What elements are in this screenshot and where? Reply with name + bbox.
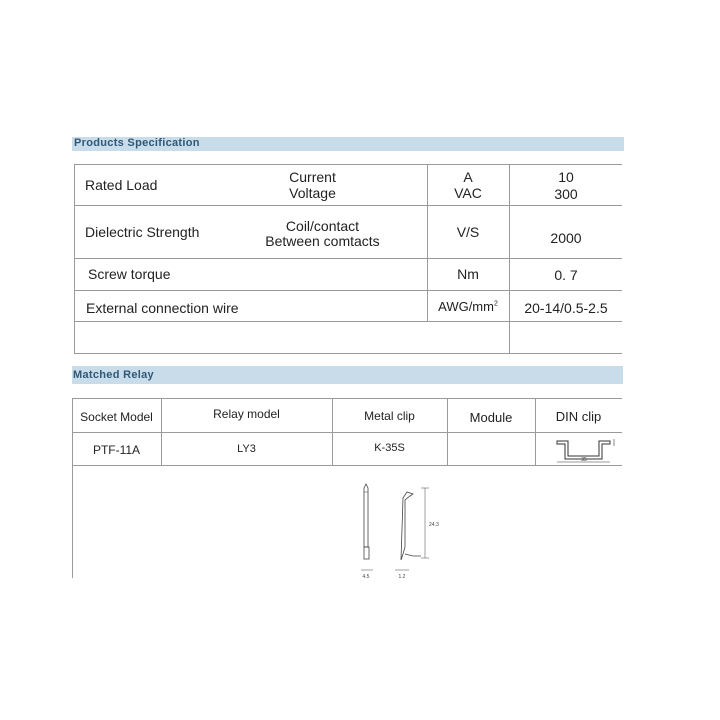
coil-contact-label: Coil/contact xyxy=(285,218,360,234)
screw-torque-label: Screw torque xyxy=(88,266,171,282)
matched-heading: Matched Relay xyxy=(73,369,154,381)
header-socket-model: Socket Model xyxy=(80,410,153,424)
header-relay-model: Relay model xyxy=(213,407,280,421)
current-label: Current xyxy=(289,169,336,185)
header-din-clip: DIN clip xyxy=(555,409,602,424)
dielectric-unit: V/S xyxy=(456,224,480,240)
din-rail-icon xyxy=(550,434,620,464)
rated-load-unit-current: A xyxy=(463,169,473,185)
rated-load-voltage-value: 300 xyxy=(554,186,578,202)
rated-load-label: Rated Load xyxy=(85,177,158,193)
cell-socket-model: PTF-11A xyxy=(92,443,141,457)
dielectric-value: 2000 xyxy=(550,230,582,246)
rated-load-unit-voltage: VAC xyxy=(454,185,482,201)
spec-section-bar xyxy=(72,137,624,151)
header-metal-clip: Metal clip xyxy=(364,409,415,423)
header-module: Module xyxy=(469,410,513,425)
between-contacts-label: Between comtacts xyxy=(265,233,380,249)
voltage-label: Voltage xyxy=(289,185,336,201)
external-wire-label: External connection wire xyxy=(86,300,239,316)
clip-technical-drawing xyxy=(355,482,439,582)
screw-torque-unit: Nm xyxy=(457,266,479,282)
left-dim: 4.5 xyxy=(362,574,370,580)
right-dim: 1.2 xyxy=(398,574,406,580)
cell-relay-model: LY3 xyxy=(237,443,256,455)
external-wire-unit: AWG/$mm^2$ xyxy=(438,299,498,314)
external-wire-value: 20-14/0.5-2.5 xyxy=(524,300,608,316)
din-clip-dim: 35 xyxy=(581,457,587,463)
dielectric-strength-label: Dielectric Strength xyxy=(85,224,200,240)
cell-metal-clip: K-35S xyxy=(374,442,405,454)
matched-section-bar xyxy=(72,366,623,384)
screw-torque-value: 0. 7 xyxy=(554,267,578,283)
rated-load-current-value: 10 xyxy=(558,169,574,185)
height-dim: 24.3 xyxy=(429,522,439,528)
spec-heading: Products Specification xyxy=(74,137,200,149)
